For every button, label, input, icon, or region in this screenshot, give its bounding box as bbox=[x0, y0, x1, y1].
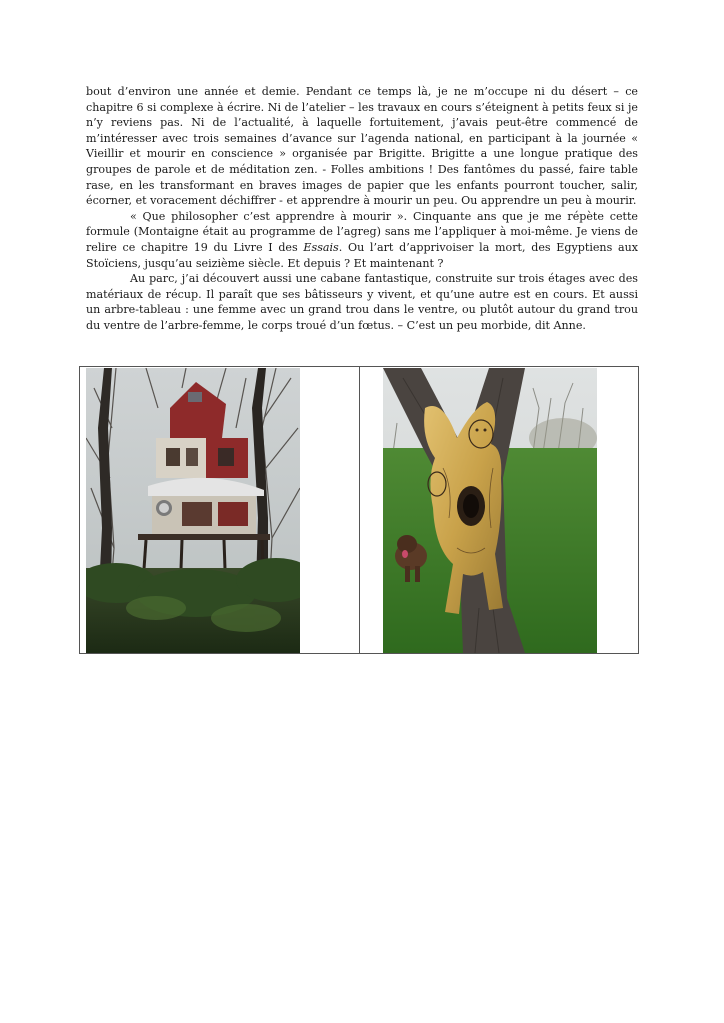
paragraph-3-text: Au parc, j’ai découvert aussi une cabane fantastique, construite sur trois étages avec des matériaux de récup. Il paraît que ses bâtisseurs y vivent, et qu’une autre est en cours. Et aussi un arbre-tableau : une femme avec un grand trou dans le ventre, ou plutôt autour du grand trou du ventre de l’arbre-femme, le corps troué d’un fœtus. – C’est un peu morbide, dit Anne. bbox=[86, 272, 638, 332]
paragraph-3 bbox=[86, 271, 638, 333]
tree-painting-image bbox=[383, 368, 597, 653]
book-title-essais: Essais bbox=[303, 240, 339, 254]
paragraph-2-text-b: . Ou l’art d’apprivoiser la mort, des Egyptiens aux Stoïciens, jusqu’au seizième siècle. Et depuis ? Et maintenant ? bbox=[86, 240, 638, 270]
photo-tree-painting bbox=[383, 368, 597, 653]
table-divider bbox=[359, 367, 360, 653]
paragraph-1 bbox=[86, 84, 638, 209]
paragraph-2 bbox=[86, 209, 638, 271]
paragraph-1-text: bout d’environ une année et demie. Pendant ce temps là, je ne m’occupe ni du désert – ce chapitre 6 si complexe à écrire. Ni de l’atelier – les travaux en cours s’éteignent à petits feux si je n’y reviens pas. Ni de l’actualité, à laquelle fortuitement, j’avais peut-être commencé de m’intéresser avec trois semaines d’avance sur l’agenda national, en participant à la journée « Vieillir et mourir en conscience » organisée par Brigitte. Brigitte a une longue pratique des groupes de parole et de méditation zen. - Folles ambitions ! Des fantômes du passé, faire table rase, en les transformant en braves images de papier que les enfants pourront toucher, salir, écorner, et voracement déchiffrer - et apprendre à mourir un peu. Ou apprendre un peu à mourir. bbox=[86, 85, 638, 208]
treehouse-image bbox=[86, 368, 300, 653]
photo-treehouse-cabin bbox=[86, 368, 300, 653]
paragraph-2-text-a: « Que philosopher c’est apprendre à mourir ». Cinquante ans que je me répète cette formule (Montaigne était au programme de l’agreg) sans me l’appliquer à moi-même. Je viens de relire ce chapitre 19 du Livre I des bbox=[86, 209, 638, 254]
photo-table bbox=[79, 366, 639, 654]
body-text bbox=[86, 84, 638, 334]
